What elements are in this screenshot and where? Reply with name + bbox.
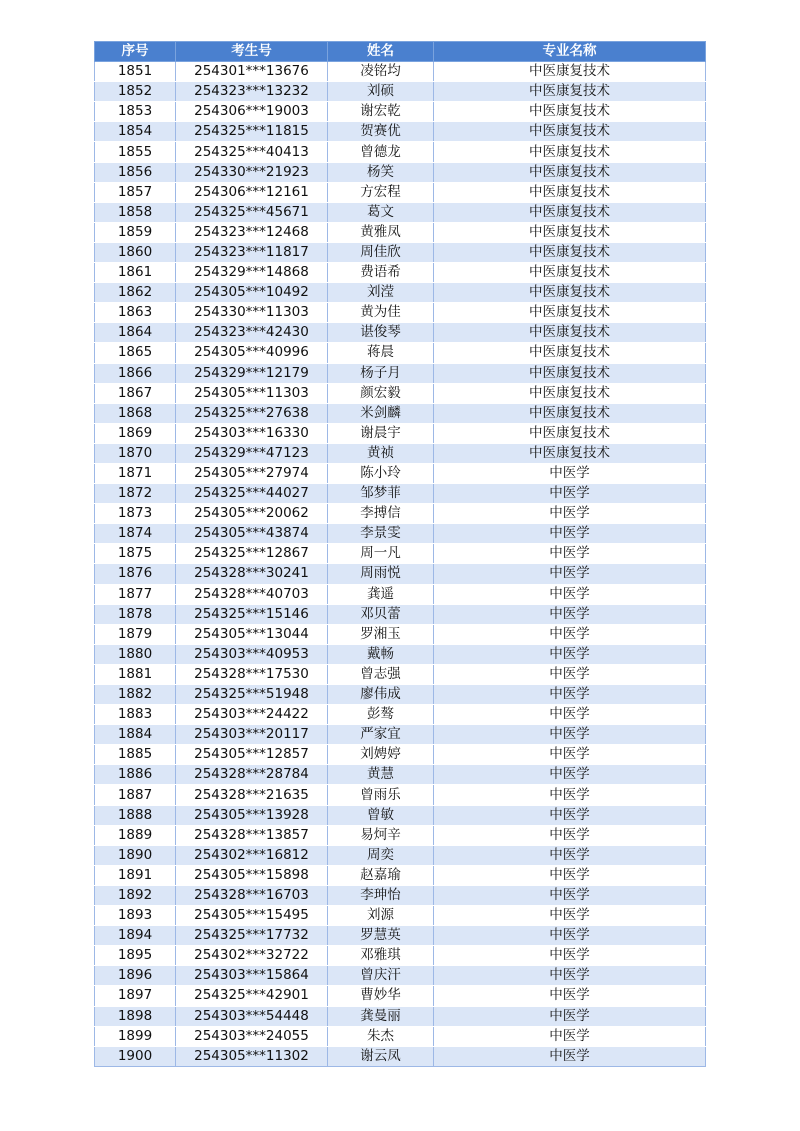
cell-candidate-id: 254305***12857 <box>176 745 328 765</box>
table-row <box>95 323 706 343</box>
cell-candidate-id: 254305***15898 <box>176 865 328 885</box>
cell-major: 中医康复技术 <box>434 162 706 182</box>
cell-name: 费语希 <box>328 263 434 283</box>
table-row <box>95 222 706 242</box>
cell-name: 罗慧英 <box>328 926 434 946</box>
cell-major: 中医学 <box>434 584 706 604</box>
cell-candidate-id: 254303***20117 <box>176 725 328 745</box>
cell-candidate-id: 254303***16330 <box>176 423 328 443</box>
table-row <box>95 463 706 483</box>
cell-major: 中医康复技术 <box>434 122 706 142</box>
table-row <box>95 564 706 584</box>
cell-serial-number: 1852 <box>95 82 176 102</box>
cell-candidate-id: 254328***28784 <box>176 765 328 785</box>
cell-serial-number: 1896 <box>95 966 176 986</box>
cell-major: 中医学 <box>434 664 706 684</box>
table-header-row <box>95 42 706 62</box>
cell-candidate-id: 254325***11815 <box>176 122 328 142</box>
table-body <box>95 62 706 1067</box>
cell-candidate-id: 254302***32722 <box>176 946 328 966</box>
cell-candidate-id: 254301***13676 <box>176 62 328 82</box>
cell-candidate-id: 254303***40953 <box>176 644 328 664</box>
cell-name: 李景雯 <box>328 524 434 544</box>
cell-name: 陈小玲 <box>328 463 434 483</box>
cell-serial-number: 1884 <box>95 725 176 745</box>
cell-serial-number: 1871 <box>95 463 176 483</box>
cell-serial-number: 1860 <box>95 242 176 262</box>
cell-candidate-id: 254325***17732 <box>176 926 328 946</box>
cell-major: 中医学 <box>434 705 706 725</box>
cell-major: 中医学 <box>434 504 706 524</box>
cell-candidate-id: 254305***20062 <box>176 504 328 524</box>
cell-serial-number: 1895 <box>95 946 176 966</box>
cell-name: 严家宜 <box>328 725 434 745</box>
cell-name: 邓雅琪 <box>328 946 434 966</box>
cell-major: 中医学 <box>434 564 706 584</box>
cell-major: 中医康复技术 <box>434 182 706 202</box>
cell-candidate-id: 254329***14868 <box>176 263 328 283</box>
table-row <box>95 443 706 463</box>
table-row <box>95 524 706 544</box>
cell-name: 谢云凤 <box>328 1046 434 1066</box>
cell-serial-number: 1879 <box>95 624 176 644</box>
cell-major: 中医康复技术 <box>434 263 706 283</box>
table-row <box>95 685 706 705</box>
cell-name: 谢晨宇 <box>328 423 434 443</box>
table-row <box>95 1046 706 1066</box>
table-row <box>95 122 706 142</box>
cell-major: 中医学 <box>434 484 706 504</box>
cell-candidate-id: 254305***40996 <box>176 343 328 363</box>
cell-major: 中医学 <box>434 885 706 905</box>
cell-major: 中医康复技术 <box>434 403 706 423</box>
table-row <box>95 644 706 664</box>
header-major: 专业名称 <box>434 42 706 62</box>
cell-candidate-id: 254328***13857 <box>176 825 328 845</box>
cell-candidate-id: 254305***27974 <box>176 463 328 483</box>
cell-name: 曾敏 <box>328 805 434 825</box>
cell-name: 刘滢 <box>328 283 434 303</box>
cell-name: 黄雅凤 <box>328 222 434 242</box>
table-row <box>95 263 706 283</box>
cell-name: 廖伟成 <box>328 685 434 705</box>
table-row <box>95 202 706 222</box>
table-row <box>95 82 706 102</box>
cell-candidate-id: 254323***13232 <box>176 82 328 102</box>
cell-name: 周雨悦 <box>328 564 434 584</box>
cell-major: 中医康复技术 <box>434 62 706 82</box>
cell-major: 中医康复技术 <box>434 423 706 443</box>
header-name: 姓名 <box>328 42 434 62</box>
cell-major: 中医学 <box>434 1046 706 1066</box>
cell-name: 刘硕 <box>328 82 434 102</box>
cell-major: 中医学 <box>434 644 706 664</box>
cell-major: 中医学 <box>434 544 706 564</box>
table-row <box>95 865 706 885</box>
cell-candidate-id: 254303***15864 <box>176 966 328 986</box>
cell-candidate-id: 254305***15495 <box>176 906 328 926</box>
cell-serial-number: 1870 <box>95 443 176 463</box>
table-row <box>95 885 706 905</box>
cell-major: 中医学 <box>434 865 706 885</box>
table-row <box>95 383 706 403</box>
cell-major: 中医康复技术 <box>434 283 706 303</box>
table-row <box>95 624 706 644</box>
cell-candidate-id: 254305***11303 <box>176 383 328 403</box>
cell-candidate-id: 254325***42901 <box>176 986 328 1006</box>
cell-name: 凌铭均 <box>328 62 434 82</box>
cell-serial-number: 1891 <box>95 865 176 885</box>
cell-serial-number: 1883 <box>95 705 176 725</box>
cell-name: 龚遥 <box>328 584 434 604</box>
cell-name: 刘娉婷 <box>328 745 434 765</box>
cell-name: 李珅怡 <box>328 885 434 905</box>
cell-major: 中医康复技术 <box>434 142 706 162</box>
cell-major: 中医学 <box>434 1006 706 1026</box>
table-row <box>95 986 706 1006</box>
cell-name: 黄为佳 <box>328 303 434 323</box>
cell-major: 中医康复技术 <box>434 363 706 383</box>
cell-name: 周一凡 <box>328 544 434 564</box>
table-row <box>95 785 706 805</box>
cell-serial-number: 1858 <box>95 202 176 222</box>
cell-serial-number: 1893 <box>95 906 176 926</box>
header-candidate-id: 考生号 <box>176 42 328 62</box>
cell-candidate-id: 254329***12179 <box>176 363 328 383</box>
cell-candidate-id: 254305***43874 <box>176 524 328 544</box>
cell-candidate-id: 254325***12867 <box>176 544 328 564</box>
cell-candidate-id: 254325***15146 <box>176 604 328 624</box>
cell-candidate-id: 254305***11302 <box>176 1046 328 1066</box>
cell-name: 米剑麟 <box>328 403 434 423</box>
cell-serial-number: 1873 <box>95 504 176 524</box>
table-row <box>95 504 706 524</box>
cell-serial-number: 1869 <box>95 423 176 443</box>
cell-serial-number: 1890 <box>95 845 176 865</box>
cell-serial-number: 1863 <box>95 303 176 323</box>
cell-name: 葛文 <box>328 202 434 222</box>
cell-major: 中医康复技术 <box>434 303 706 323</box>
cell-serial-number: 1866 <box>95 363 176 383</box>
table-row <box>95 142 706 162</box>
cell-name: 朱杰 <box>328 1026 434 1046</box>
cell-candidate-id: 254329***47123 <box>176 443 328 463</box>
cell-serial-number: 1900 <box>95 1046 176 1066</box>
cell-serial-number: 1853 <box>95 102 176 122</box>
cell-major: 中医学 <box>434 725 706 745</box>
table-row <box>95 303 706 323</box>
cell-name: 颜宏毅 <box>328 383 434 403</box>
cell-major: 中医学 <box>434 604 706 624</box>
cell-serial-number: 1897 <box>95 986 176 1006</box>
cell-name: 杨子月 <box>328 363 434 383</box>
cell-name: 方宏程 <box>328 182 434 202</box>
cell-major: 中医学 <box>434 685 706 705</box>
cell-serial-number: 1867 <box>95 383 176 403</box>
table-row <box>95 906 706 926</box>
cell-serial-number: 1861 <box>95 263 176 283</box>
cell-serial-number: 1862 <box>95 283 176 303</box>
cell-candidate-id: 254323***11817 <box>176 242 328 262</box>
cell-name: 邹梦菲 <box>328 484 434 504</box>
table-row <box>95 765 706 785</box>
cell-name: 蒋晨 <box>328 343 434 363</box>
cell-major: 中医学 <box>434 946 706 966</box>
cell-major: 中医学 <box>434 845 706 865</box>
cell-serial-number: 1859 <box>95 222 176 242</box>
cell-candidate-id: 254328***16703 <box>176 885 328 905</box>
cell-name: 罗湘玉 <box>328 624 434 644</box>
cell-name: 易炣辛 <box>328 825 434 845</box>
cell-name: 赵嘉瑜 <box>328 865 434 885</box>
cell-serial-number: 1877 <box>95 584 176 604</box>
cell-major: 中医学 <box>434 966 706 986</box>
cell-candidate-id: 254325***27638 <box>176 403 328 423</box>
table-row <box>95 604 706 624</box>
cell-major: 中医学 <box>434 785 706 805</box>
table-row <box>95 705 706 725</box>
cell-major: 中医康复技术 <box>434 383 706 403</box>
table-row <box>95 1026 706 1046</box>
cell-candidate-id: 254306***19003 <box>176 102 328 122</box>
cell-major: 中医康复技术 <box>434 242 706 262</box>
cell-candidate-id: 254303***24055 <box>176 1026 328 1046</box>
cell-candidate-id: 254305***10492 <box>176 283 328 303</box>
cell-name: 彭骜 <box>328 705 434 725</box>
cell-serial-number: 1851 <box>95 62 176 82</box>
cell-name: 刘源 <box>328 906 434 926</box>
cell-serial-number: 1886 <box>95 765 176 785</box>
cell-major: 中医学 <box>434 624 706 644</box>
table-row <box>95 102 706 122</box>
cell-name: 李搏信 <box>328 504 434 524</box>
table-row <box>95 403 706 423</box>
table-row <box>95 423 706 443</box>
cell-major: 中医学 <box>434 1026 706 1046</box>
table-row <box>95 725 706 745</box>
cell-name: 曾德龙 <box>328 142 434 162</box>
cell-name: 贺赛优 <box>328 122 434 142</box>
header-serial-number: 序号 <box>95 42 176 62</box>
table-row <box>95 62 706 82</box>
cell-serial-number: 1854 <box>95 122 176 142</box>
cell-candidate-id: 254328***40703 <box>176 584 328 604</box>
cell-major: 中医学 <box>434 463 706 483</box>
cell-candidate-id: 254325***44027 <box>176 484 328 504</box>
cell-candidate-id: 254305***13044 <box>176 624 328 644</box>
cell-candidate-id: 254302***16812 <box>176 845 328 865</box>
cell-name: 曹妙华 <box>328 986 434 1006</box>
table-row <box>95 946 706 966</box>
cell-serial-number: 1876 <box>95 564 176 584</box>
cell-serial-number: 1878 <box>95 604 176 624</box>
cell-major: 中医康复技术 <box>434 343 706 363</box>
cell-candidate-id: 254323***42430 <box>176 323 328 343</box>
table-row <box>95 283 706 303</box>
cell-major: 中医康复技术 <box>434 102 706 122</box>
table-row <box>95 162 706 182</box>
cell-serial-number: 1868 <box>95 403 176 423</box>
table-row <box>95 966 706 986</box>
table-row <box>95 544 706 564</box>
table-row <box>95 182 706 202</box>
table-row <box>95 825 706 845</box>
cell-candidate-id: 254303***24422 <box>176 705 328 725</box>
table-row <box>95 805 706 825</box>
cell-candidate-id: 254328***30241 <box>176 564 328 584</box>
cell-serial-number: 1887 <box>95 785 176 805</box>
cell-serial-number: 1875 <box>95 544 176 564</box>
cell-name: 谢宏乾 <box>328 102 434 122</box>
cell-name: 周奕 <box>328 845 434 865</box>
table-row <box>95 584 706 604</box>
cell-serial-number: 1857 <box>95 182 176 202</box>
cell-name: 黄祯 <box>328 443 434 463</box>
table-row <box>95 845 706 865</box>
cell-name: 黄慧 <box>328 765 434 785</box>
cell-candidate-id: 254325***45671 <box>176 202 328 222</box>
cell-candidate-id: 254330***11303 <box>176 303 328 323</box>
table-row <box>95 484 706 504</box>
cell-major: 中医康复技术 <box>434 443 706 463</box>
cell-serial-number: 1855 <box>95 142 176 162</box>
cell-serial-number: 1899 <box>95 1026 176 1046</box>
cell-candidate-id: 254303***54448 <box>176 1006 328 1026</box>
cell-major: 中医学 <box>434 986 706 1006</box>
admission-table <box>94 41 706 1067</box>
cell-serial-number: 1865 <box>95 343 176 363</box>
cell-name: 曾庆汗 <box>328 966 434 986</box>
table-row <box>95 363 706 383</box>
cell-major: 中医学 <box>434 745 706 765</box>
cell-candidate-id: 254328***17530 <box>176 664 328 684</box>
cell-serial-number: 1892 <box>95 885 176 905</box>
cell-serial-number: 1888 <box>95 805 176 825</box>
cell-major: 中医康复技术 <box>434 82 706 102</box>
cell-serial-number: 1898 <box>95 1006 176 1026</box>
cell-major: 中医学 <box>434 926 706 946</box>
cell-serial-number: 1856 <box>95 162 176 182</box>
cell-serial-number: 1872 <box>95 484 176 504</box>
cell-name: 谌俊琴 <box>328 323 434 343</box>
cell-major: 中医学 <box>434 906 706 926</box>
table-row <box>95 926 706 946</box>
table-row <box>95 242 706 262</box>
cell-name: 杨笑 <box>328 162 434 182</box>
cell-candidate-id: 254325***40413 <box>176 142 328 162</box>
cell-serial-number: 1882 <box>95 685 176 705</box>
cell-candidate-id: 254323***12468 <box>176 222 328 242</box>
cell-candidate-id: 254305***13928 <box>176 805 328 825</box>
cell-serial-number: 1880 <box>95 644 176 664</box>
cell-serial-number: 1885 <box>95 745 176 765</box>
cell-major: 中医学 <box>434 765 706 785</box>
cell-name: 曾志强 <box>328 664 434 684</box>
cell-major: 中医康复技术 <box>434 202 706 222</box>
table-row <box>95 745 706 765</box>
cell-name: 龚曼丽 <box>328 1006 434 1026</box>
cell-serial-number: 1889 <box>95 825 176 845</box>
table-row <box>95 1006 706 1026</box>
cell-candidate-id: 254330***21923 <box>176 162 328 182</box>
cell-serial-number: 1864 <box>95 323 176 343</box>
cell-candidate-id: 254325***51948 <box>176 685 328 705</box>
cell-major: 中医学 <box>434 825 706 845</box>
cell-major: 中医学 <box>434 524 706 544</box>
cell-name: 邓贝蕾 <box>328 604 434 624</box>
cell-serial-number: 1894 <box>95 926 176 946</box>
cell-candidate-id: 254306***12161 <box>176 182 328 202</box>
table-row <box>95 664 706 684</box>
table-row <box>95 343 706 363</box>
cell-name: 周佳欣 <box>328 242 434 262</box>
cell-name: 曾雨乐 <box>328 785 434 805</box>
cell-serial-number: 1881 <box>95 664 176 684</box>
cell-major: 中医康复技术 <box>434 323 706 343</box>
cell-name: 戴畅 <box>328 644 434 664</box>
cell-candidate-id: 254328***21635 <box>176 785 328 805</box>
cell-major: 中医学 <box>434 805 706 825</box>
cell-serial-number: 1874 <box>95 524 176 544</box>
cell-major: 中医康复技术 <box>434 222 706 242</box>
